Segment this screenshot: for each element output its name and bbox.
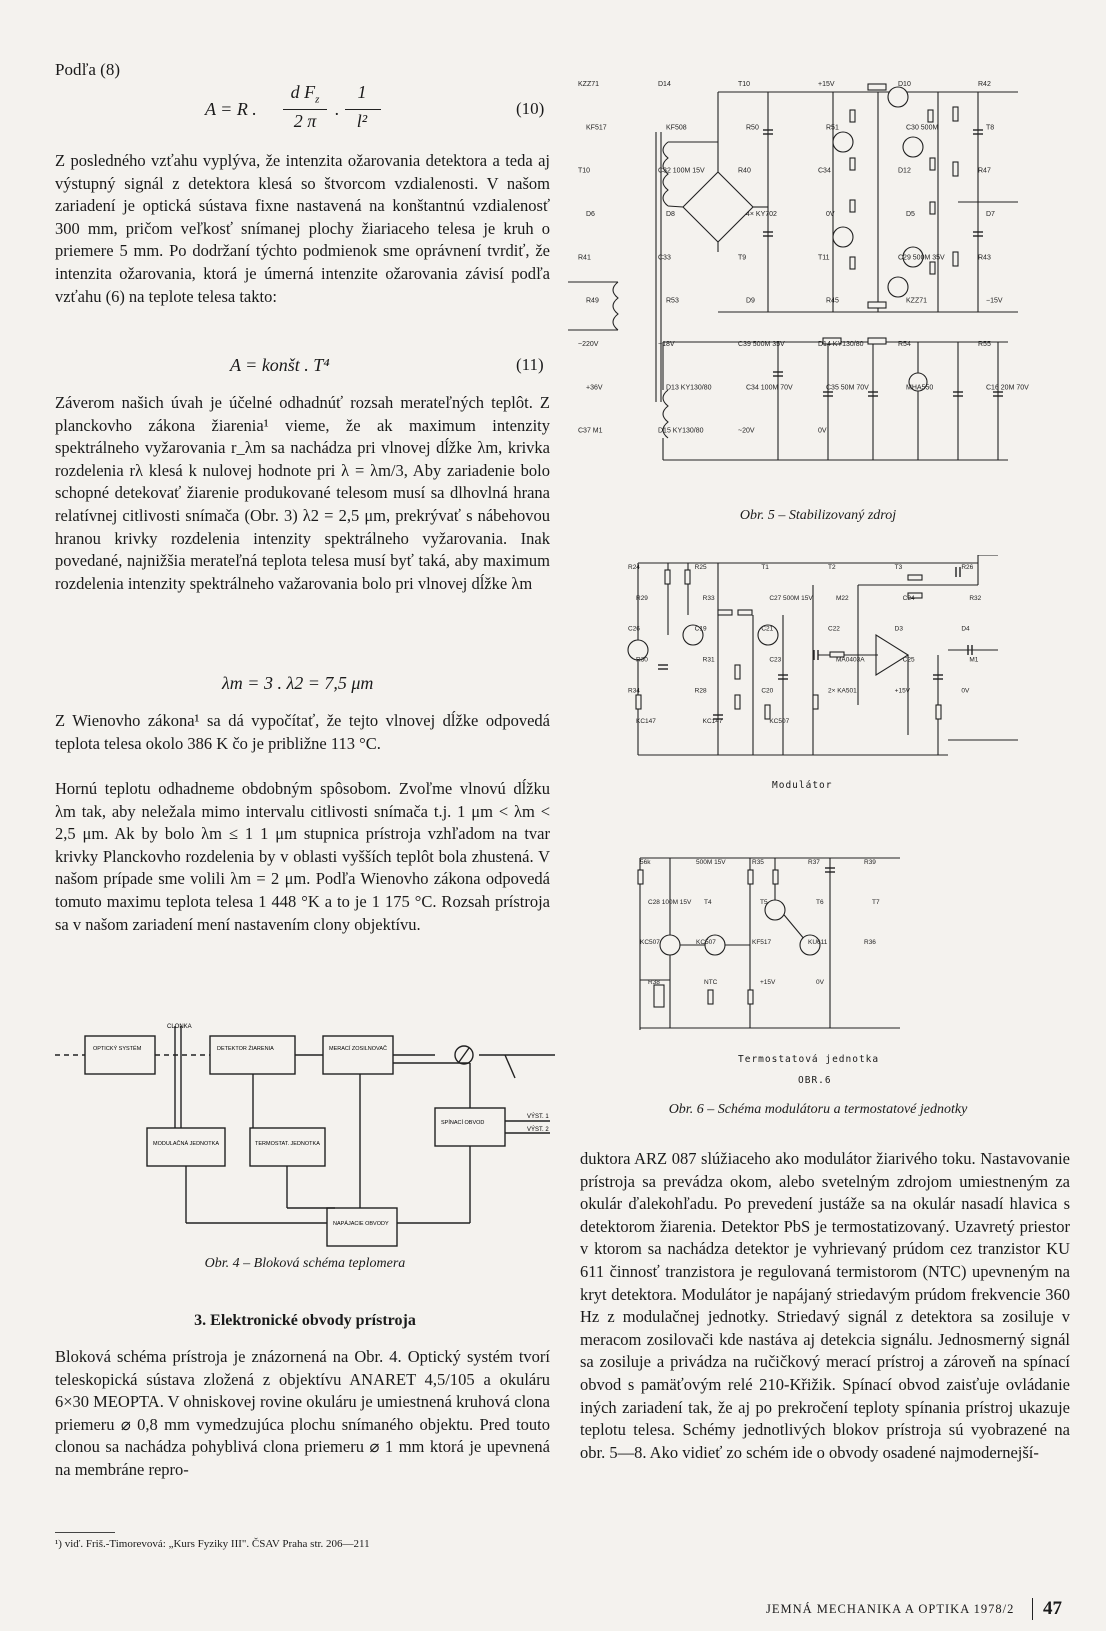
schematic-label: C16 20M 70V xyxy=(986,384,1029,392)
paragraph-5: Bloková schéma prístroja je znázornená na Obr. 4. Optický systém tvorí teleskopická sústava zložená z objektívu ANARET 4,5/105 a okuláru 6×30 MEOPTA. V ohniskovej rovine okuláru je umiestnená kruhová clona priemeru ⌀ 0,8 mm vymedzujúca plochu snímaného objektu. Pred touto clonou sa nachádza pohyblivá clona priemeru ⌀ 1 mm ktorá je upevnená na membráne repro- xyxy=(55,1347,550,1479)
footnote: ¹) viď. Friš.-Timorevová: „Kurs Fyziky III". ČSAV Praha str. 206—211 xyxy=(55,1538,370,1550)
block-optical-label: OPTICKÝ SYSTÉM xyxy=(93,1046,142,1052)
thermostat-schematic xyxy=(630,850,930,1030)
schematic-label: D10 xyxy=(898,81,911,88)
schematic-label: KF517 xyxy=(752,939,772,946)
schematic-label: C35 50M 70V xyxy=(826,384,869,392)
schematic-label: C37 M1 xyxy=(578,427,603,435)
schematic-label: R29 xyxy=(636,594,648,602)
schematic-label: C33 xyxy=(658,254,671,262)
schematic-label: C23 xyxy=(769,656,782,664)
schematic-label: C30 500M xyxy=(906,124,939,132)
modulator-schematic xyxy=(618,555,1038,760)
eq10-dot: . xyxy=(335,99,340,119)
schematic-label: +36V xyxy=(586,384,603,392)
schematic-label: C29 500M 35V xyxy=(898,254,945,262)
stabilized-supply-schematic xyxy=(568,72,1068,482)
schematic-label: M22 xyxy=(836,594,849,602)
schematic-label: KF508 xyxy=(666,124,687,132)
block-detector-label: DETEKTOR ŽIARENIA xyxy=(217,1046,274,1052)
schematic-label: R24 xyxy=(628,564,640,571)
footer-divider xyxy=(1032,1598,1033,1620)
eq10-frac1-num: d $F_z$ xyxy=(290,82,320,106)
schematic-label: D7 xyxy=(986,211,995,218)
schematic-label: KZZ71 xyxy=(578,81,600,88)
schematic-label: C22 xyxy=(828,625,840,633)
schematic-label: R30 xyxy=(636,656,648,664)
schematic-label: R55 xyxy=(978,341,991,348)
block-switching-label: SPÍNACÍ OBVOD xyxy=(441,1120,485,1126)
equation-12: λm = 3 . λ2 = 7,5 μm xyxy=(222,673,374,693)
schematic-label: R25 xyxy=(694,564,707,571)
modulator-label: Modulátor xyxy=(772,780,833,791)
eq10-frac2-num: 1 xyxy=(357,82,367,102)
schematic-label: C34 100M 70V xyxy=(746,384,793,392)
obr6-label: OBR.6 xyxy=(798,1075,832,1086)
section-heading: 3. Elektronické obvody prístroja xyxy=(194,1312,416,1329)
schematic-label: R26 xyxy=(961,564,974,571)
schematic-label: R37 xyxy=(808,859,820,866)
schematic-label: R35 xyxy=(752,859,764,866)
eq10-frac2-line xyxy=(345,109,381,110)
schematic-label: −18V xyxy=(658,341,675,348)
schematic-label: 56k xyxy=(640,859,651,866)
schematic-label: KC507 xyxy=(640,939,660,946)
page-number: 47 xyxy=(1043,1598,1062,1619)
paragraph-6: duktora ARZ 087 slúžiaceho ako modulátor žiarivého toku. Nastavovanie prístroja sa prevádza okom, alebo svetelným zdrojom umiestneným za okulár ďalekohľadu. Po prevedení justáže sa na okulár nasadí hlavica s detektorom žiarenia. Detektor PbS je termostatizovaný. Uzavretý priestor v ktorom sa nachádza detektor je vyhrievaný prúdom cez tranzistor KU 611 činnosť tranzistora je regulovaná termistorom (NTC) upevneným na kryt detektora. Modulátor je napájaný striedavým prúdom frekvencie 360 Hz z modulačnej jednotky. Striedavý signál z detektora sa zosiluje v meracom zosilovači kde nastáva aj detekcia signálu. Jednosmerný signál sa zosiluje a privádza na ručičkový merací prístroj a zároveň na spínací obvod s pamäťovým relé 210-Křižik. Spínací obvod zaisťuje ovládanie iných zariadení tak, že aj po prekročení teploty spínania prístroj ukazuje teplotu telesa. Schémy jednotlivých blokov prístroja sú vyobrazené na obr. 5—8. Ako vidieť zo schém ide o obvody osadené najmodernejší- xyxy=(580,1149,1070,1462)
schematic-label: KC147 xyxy=(702,718,723,726)
schematic-label: +15V xyxy=(818,81,835,88)
schematic-label: 2× KA501 xyxy=(828,687,857,695)
schematic-label: MHA550 xyxy=(906,384,934,392)
schematic-label: 0V xyxy=(818,427,827,435)
schematic-label: R42 xyxy=(978,81,991,88)
schematic-label: D9 xyxy=(746,297,755,305)
schematic-label: R33 xyxy=(702,594,715,602)
schematic-label: D8 xyxy=(666,211,675,218)
paragraph-1: Z posledného vzťahu vyplýva, že intenzita ožarovania detektora a teda aj výstupný signál z detektora klesá so štvorcom vzdialenosti. V našom zariadení je optická sústava fixne nastavená na konštantnú vzdialenosť 300 mm, pričom veľkosť snímanej plochy žiariaceho telesa je kruh o priemere 5 mm. Po dodržaní týchto podmienok sme oprávnení tvrdiť, že intenzita ožarovania, ktorá je úmerná intenzite ožarovania závisí podľa vzťahu (6) na teplote telesa takto: xyxy=(55,151,550,306)
footnote-rule xyxy=(55,1532,115,1533)
schematic-label: R50 xyxy=(746,124,759,132)
schematic-label: R31 xyxy=(702,656,715,664)
eq10-frac1-den: 2 π xyxy=(293,111,317,131)
schematic-label: T10 xyxy=(738,81,751,88)
block-out2-label: VÝST. 2 xyxy=(527,1127,549,1133)
schematic-label: KC507 xyxy=(769,718,790,726)
block-diagram-figure xyxy=(55,1018,555,1248)
equation-10 xyxy=(205,82,545,134)
schematic-label: 500M 15V xyxy=(696,859,726,866)
schematic-label: ~20V xyxy=(738,427,755,435)
paragraph-4: Hornú teplotu odhadneme obdobným spôsobom. Zvoľme vlnovú dĺžku λm tak, aby neležala mimo intervalu citlivosti snímača t.j. 1 μm < λm < 2,5 μm. Ak by bolo λm ≤ 1 1 μm stupnica prístroja vzhľadom na tvar krivky Planckovho rozdelenia by v oblasti vyšších teplôt bola zhustená. V našom prípade sme volili λm = 2 μm. Podľa Wienovho zákona odpovedá tomuto maximu teplota telesa 1 448 °K a to je 1 175 °C. Rozsah prístroja sa v našom zariadení mení nastavením clony objektívu. xyxy=(55,779,550,934)
schematic-label: R39 xyxy=(864,859,876,866)
block-power-label: NAPÁJACIE OBVODY xyxy=(333,1221,389,1227)
schematic-label: KZZ71 xyxy=(906,297,928,305)
schematic-label: T7 xyxy=(872,899,880,906)
schematic-label: R32 xyxy=(969,594,982,602)
schematic-label: C32 100M 15V xyxy=(658,167,705,175)
thermostat-label: Termostatová jednotka xyxy=(738,1054,880,1065)
schematic-label: 0V xyxy=(816,979,824,986)
schematic-label: D13 KY130/80 xyxy=(666,384,712,392)
schematic-label: R53 xyxy=(666,297,679,305)
eq10-number: (10) xyxy=(516,99,545,118)
schematic-label: R38 xyxy=(648,979,660,986)
schematic-label: T6 xyxy=(816,899,824,906)
eq10-frac1-line xyxy=(283,109,327,110)
schematic-label: R41 xyxy=(578,254,591,262)
schematic-label: T4 xyxy=(704,899,712,906)
schematic-label: KC147 xyxy=(636,718,656,726)
block-thermostat-label: TERMOSTAT. JEDNOTKA xyxy=(255,1141,320,1147)
schematic-label: D14 KY130/80 xyxy=(818,341,864,348)
schematic-label: C19 xyxy=(694,625,707,633)
fig4-caption: Obr. 4 – Bloková schéma teplomera xyxy=(204,1256,406,1271)
schematic-label: D14 xyxy=(658,81,671,88)
block-amplifier-label: MERACÍ ZOSILNOVAČ xyxy=(329,1046,387,1052)
schematic-label: D6 xyxy=(586,211,595,218)
eq10-frac2-den: l² xyxy=(356,111,368,131)
schematic-label: C20 xyxy=(761,687,774,695)
schematic-label: 4× KY702 xyxy=(746,211,777,218)
schematic-label: R54 xyxy=(898,341,911,348)
schematic-label: R40 xyxy=(738,167,751,175)
journal-footer: JEMNÁ MECHANIKA A OPTIKA 1978/2 xyxy=(766,1602,1015,1616)
schematic-label: NTC xyxy=(704,979,718,986)
schematic-label: R51 xyxy=(826,124,839,132)
schematic-label: T2 xyxy=(828,564,836,571)
schematic-label: ~220V xyxy=(578,341,599,348)
schematic-label: 0V xyxy=(961,687,970,695)
schematic-label: +15V xyxy=(760,979,776,986)
schematic-label: T3 xyxy=(894,564,903,571)
schematic-label: D15 KY130/80 xyxy=(658,427,704,435)
schematic-label: C39 500M 35V xyxy=(738,341,785,348)
schematic-label: T8 xyxy=(986,124,995,132)
schematic-label: R43 xyxy=(978,254,991,262)
schematic-label: C25 xyxy=(902,656,915,664)
eq10-lhs: A = R . xyxy=(205,99,257,119)
schematic-label: MA0403A xyxy=(836,656,865,664)
schematic-label: T5 xyxy=(760,899,768,906)
schematic-label: T11 xyxy=(818,254,830,262)
schematic-label: KC507 xyxy=(696,939,716,946)
schematic-label: M1 xyxy=(969,656,979,664)
schematic-label: C26 xyxy=(628,625,640,633)
schematic-label: C27 500M 15V xyxy=(769,594,813,602)
schematic-label: T9 xyxy=(738,254,747,262)
schematic-label: C28 100M 15V xyxy=(648,899,692,906)
schematic-label: R45 xyxy=(826,297,839,305)
block-modulation-label: MODULAČNÁ JEDNOTKA xyxy=(153,1141,220,1147)
schematic-label: C34 xyxy=(818,167,831,175)
schematic-label: D12 xyxy=(898,167,911,175)
schematic-label: 0V xyxy=(826,211,835,218)
schematic-label: T1 xyxy=(761,564,769,571)
schematic-label: KF517 xyxy=(586,124,607,132)
schematic-label: R49 xyxy=(586,297,599,305)
paragraph-3: Z Wienovho zákona¹ sa dá vypočítať, že tejto vlnovej dĺžke odpovedá teplota telesa okolo 386 K čo je približne 113 °C. xyxy=(55,711,550,753)
schematic-label: R28 xyxy=(694,687,707,695)
schematic-label: T10 xyxy=(578,167,591,175)
block-clona-label: CLONKA xyxy=(167,1024,192,1030)
block-out1-label: VÝST. 1 xyxy=(527,1114,549,1120)
schematic-label: R34 xyxy=(628,687,640,695)
schematic-label: KU611 xyxy=(808,939,828,946)
equation-11: A = konšt . T⁴ xyxy=(230,355,330,375)
schematic-label: D5 xyxy=(906,211,915,218)
fig5-caption: Obr. 5 – Stabilizovaný zdroj xyxy=(739,508,897,523)
schematic-label: D4 xyxy=(961,625,970,633)
schematic-label: C21 xyxy=(761,625,774,633)
schematic-label: R36 xyxy=(864,939,876,946)
schematic-label: D3 xyxy=(894,625,903,633)
schematic-label: C24 xyxy=(902,594,915,602)
fig6-caption: Obr. 6 – Schéma modulátoru a termostatové jednotky xyxy=(668,1102,968,1117)
schematic-label: +15V xyxy=(894,687,911,695)
schematic-label: R47 xyxy=(978,167,991,175)
lead-text: Podľa (8) xyxy=(55,60,120,79)
schematic-label: −15V xyxy=(986,297,1003,305)
paragraph-2: Záverom našich úvah je účelné odhadnúť rozsah merateľných teplôt. Z planckovho zákona žiarenia¹ vieme, že ak maximum intenzity spektrálneho vyžarovania r_λm sa nachádza pri vlnovej dĺžke λm, krivka rozdelenia rλ klesá k nulovej hodnote pri λ = λm/3, Aby zariadenie bolo schopné detekovať žiarenie produkované telesom musí sa dlhovlná hrana relatívnej citlivosti snímača (Obr. 3) λ2 = 2,5 μm, prekrývať s nábehovou hranou krivky rozdelenia intenzity spektrálneho vyžarovania. Inak povedané, najnižšia merateľná teplota telesa musí byť taká, aby maximum rozdelenia intenzity spektrálneho važarovania bolo pri vlnovej dĺžke λm xyxy=(55,393,550,593)
eq11-number: (11) xyxy=(516,355,544,374)
